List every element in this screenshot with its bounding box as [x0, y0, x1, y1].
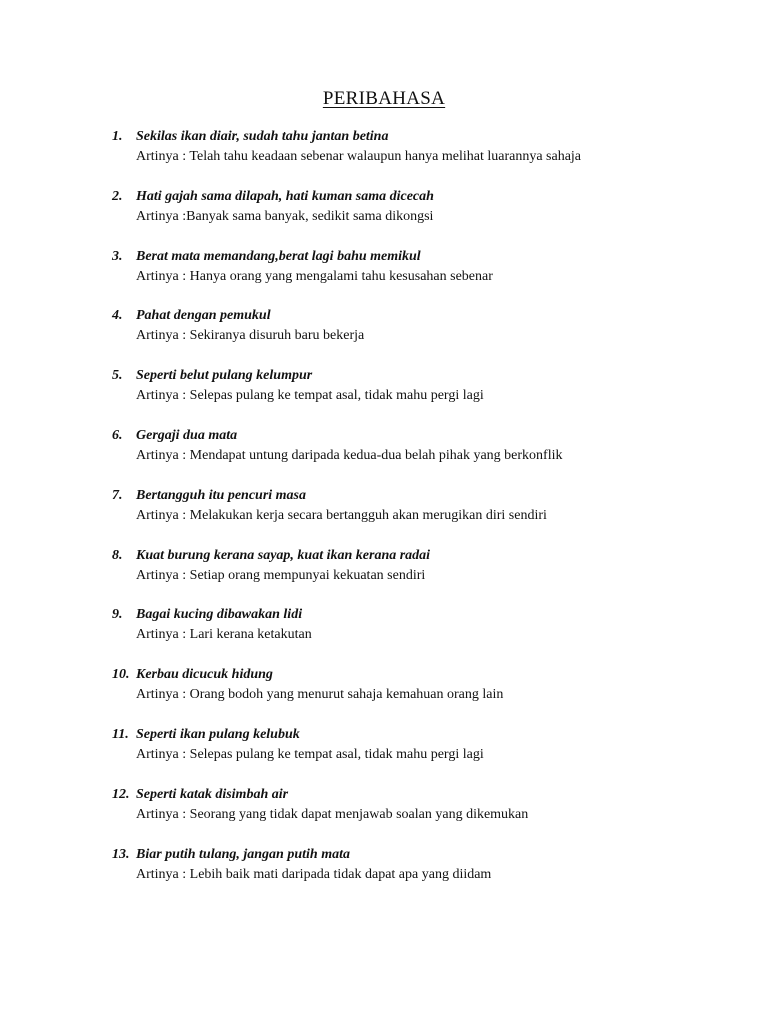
proverb-meaning: Artinya : Lebih baik mati daripada tidak dapat apa yang diidam: [136, 866, 492, 882]
list-item: [112, 486, 732, 546]
item-number: 11.: [112, 726, 129, 742]
proverb-text: Hati gajah sama dilapah, hati kuman sama dicecah: [136, 188, 434, 204]
proverb-meaning: Artinya : Telah tahu keadaan sebenar walaupun hanya melihat luarannya sahaja: [136, 149, 582, 164]
list-item: [112, 665, 732, 725]
page-title: PERIBAHASA: [322, 88, 446, 109]
list-item: [112, 785, 732, 845]
item-number: 12.: [112, 786, 130, 802]
list-item: [112, 187, 732, 247]
item-number: 8.: [112, 547, 123, 563]
list-item: [112, 845, 732, 905]
proverb-meaning: Artinya : Seorang yang tidak dapat menjawab soalan yang dikemukan: [136, 806, 529, 822]
proverb-meaning: Artinya : Lari kerana ketakutan: [136, 627, 312, 643]
proverb-meaning: Artinya : Mendapat untung daripada kedua-dua belah pihak yang berkonflik: [136, 447, 563, 463]
item-number: 10.: [112, 667, 130, 683]
item-number: 7.: [112, 487, 123, 503]
proverb-meaning: Artinya : Hanya orang yang mengalami tahu kesusahan sebenar: [136, 268, 493, 284]
proverb-text: Pahat dengan pemukul: [136, 308, 271, 324]
list-item: [112, 127, 732, 187]
list-item: [112, 366, 732, 426]
item-number: 1.: [112, 129, 123, 144]
item-number: 9.: [112, 607, 123, 623]
proverb-text: Sekilas ikan diair, sudah tahu jantan betina: [136, 129, 389, 144]
proverb-meaning: Artinya : Setiap orang mempunyai kekuatan sendiri: [136, 567, 426, 583]
proverb-text: Gergaji dua mata: [136, 427, 238, 443]
list-item: [112, 725, 732, 785]
item-number: 13.: [112, 846, 130, 862]
proverb-meaning: Artinya : Selepas pulang ke tempat asal, tidak mahu pergi lagi: [136, 388, 484, 404]
item-number: 5.: [112, 368, 123, 384]
item-number: 6.: [112, 427, 123, 443]
proverb-text: Bertangguh itu pencuri masa: [136, 487, 306, 503]
item-number: 3.: [112, 248, 123, 264]
proverb-meaning: Artinya : Sekiranya disuruh baru bekerja: [136, 328, 365, 344]
proverb-text: Kuat burung kerana sayap, kuat ikan kerana radai: [136, 547, 431, 563]
proverb-list: [112, 127, 732, 904]
list-item: [112, 605, 732, 665]
proverb-meaning: Artinya : Orang bodoh yang menurut sahaja kemahuan orang lain: [136, 687, 504, 703]
item-number: 4.: [112, 308, 123, 324]
list-item: [112, 426, 732, 486]
proverb-meaning: Artinya : Selepas pulang ke tempat asal, tidak mahu pergi lagi: [136, 746, 484, 762]
proverb-text: Bagai kucing dibawakan lidi: [136, 607, 303, 623]
proverb-text: Seperti katak disimbah air: [136, 786, 289, 802]
list-item: [112, 247, 732, 307]
proverb-text: Seperti ikan pulang kelubuk: [136, 726, 300, 742]
proverb-text: Kerbau dicucuk hidung: [136, 667, 273, 683]
item-number: 2.: [112, 188, 123, 204]
list-item: [112, 306, 732, 366]
list-item: [112, 546, 732, 606]
proverb-text: Berat mata memandang,berat lagi bahu memikul: [136, 248, 421, 264]
proverb-text: Biar putih tulang, jangan putih mata: [136, 846, 350, 862]
proverb-meaning: Artinya : Melakukan kerja secara bertangguh akan merugikan diri sendiri: [136, 507, 547, 523]
proverb-meaning: Artinya :Banyak sama banyak, sedikit sama dikongsi: [136, 208, 434, 224]
proverb-text: Seperti belut pulang kelumpur: [136, 368, 313, 384]
